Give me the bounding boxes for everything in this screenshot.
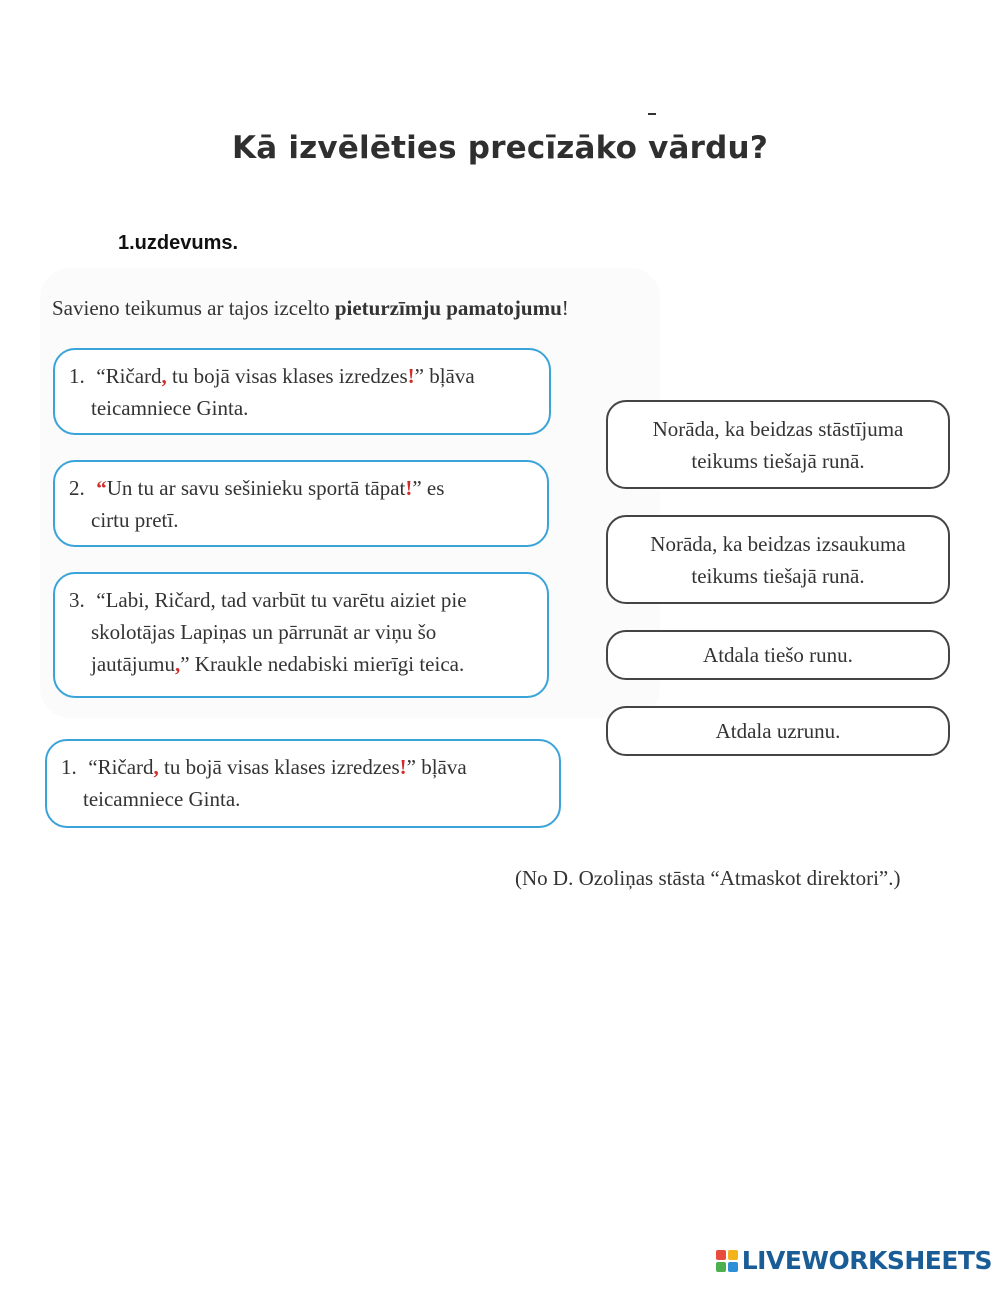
sentence-box-3[interactable]: 3. “Labi, Ričard, tad varbūt tu varētu aiziet pie skolotājas Lapiņas un pārrunāt ar viņu šo jautājumu,” Kraukle nedabiski mierīgi teica. — [53, 572, 549, 698]
reason-box-1[interactable]: Norāda, ka beidzas stāstījuma teikums tiešajā runā. — [606, 400, 950, 489]
liveworksheets-icon — [716, 1250, 738, 1272]
page-title: Kā izvēlēties precīzāko vārdu? — [232, 130, 768, 166]
title-dash — [648, 113, 656, 115]
reason-box-3[interactable]: Atdala tiešo runu. — [606, 630, 950, 680]
brand-name: LIVEWORKSHEETS — [741, 1246, 992, 1275]
source-citation: (No D. Ozoliņas stāsta “Atmaskot direktori”.) — [515, 866, 901, 890]
reason-box-4[interactable]: Atdala uzrunu. — [606, 706, 950, 756]
sentence-box-1[interactable]: 1. “Ričard, tu bojā visas klases izredzes!” bļāva teicamniece Ginta. — [53, 348, 551, 435]
reason-box-2[interactable]: Norāda, ka beidzas izsaukuma teikums tiešajā runā. — [606, 515, 950, 604]
instruction: Savieno teikumus ar tajos izcelto pieturzīmju pamatojumu! — [52, 296, 569, 320]
task-label: 1.uzdevums. — [118, 232, 239, 254]
sentence-box-4[interactable]: 1. “Ričard, tu bojā visas klases izredzes!” bļāva teicamniece Ginta. — [45, 739, 561, 828]
liveworksheets-logo[interactable] — [716, 1246, 992, 1275]
sentence-box-2[interactable]: 2. “Un tu ar savu sešinieku sportā tāpat!” es cirtu pretī. — [53, 460, 549, 547]
